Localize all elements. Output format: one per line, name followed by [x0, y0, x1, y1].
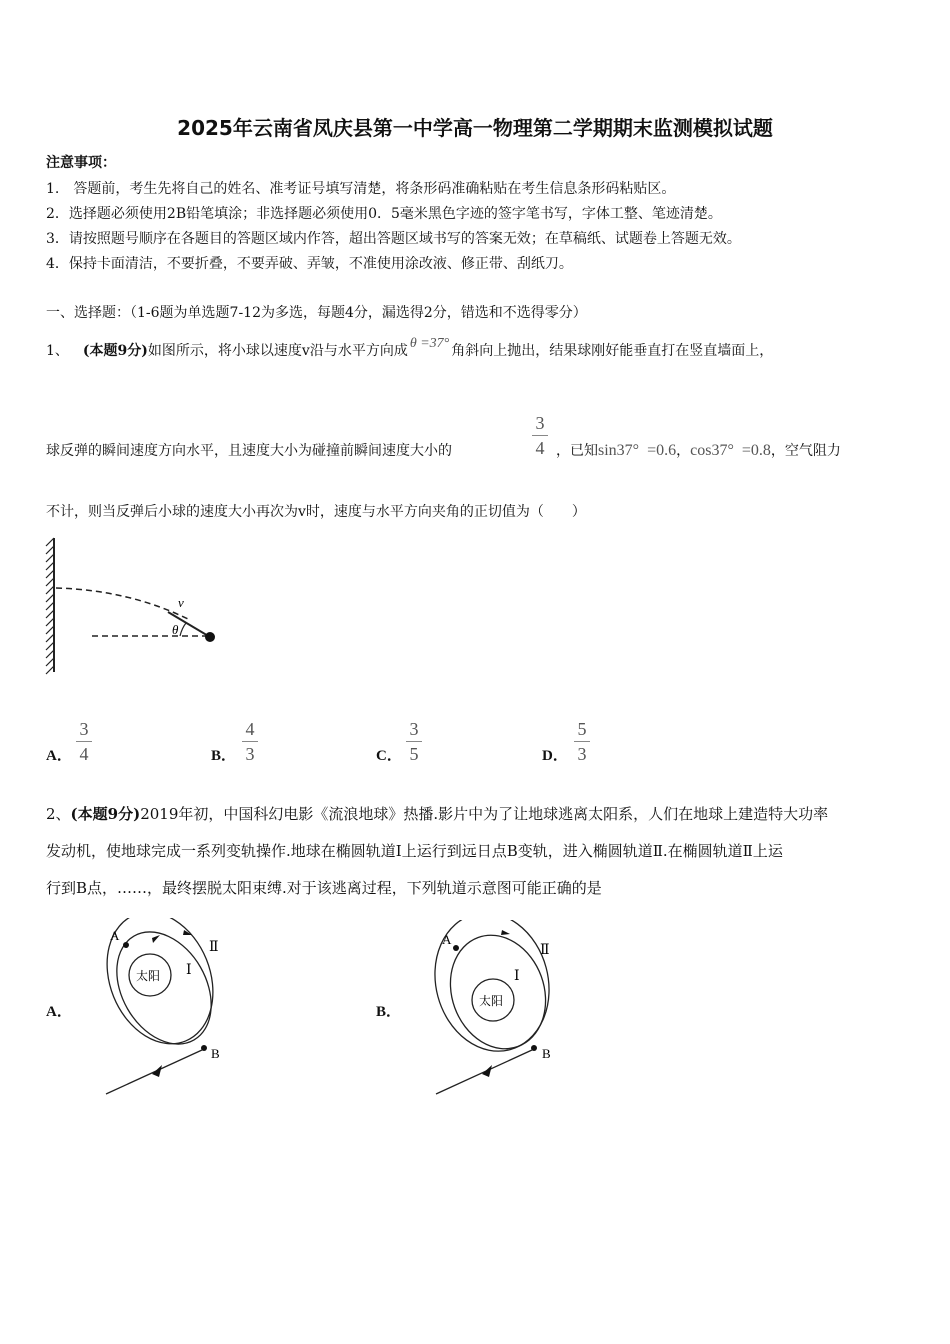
q1-frac-num: 3 [535, 413, 545, 433]
q1-text-1a: 如图所示，将小球以速度v沿与水平方向成 [147, 343, 408, 359]
q2-option-b[interactable]: B． [376, 1004, 402, 1020]
orbit-2-label: Ⅱ [209, 940, 219, 955]
q1-option-c-den: 5 [409, 744, 419, 764]
q1-text-2a: 球反弹的瞬间速度方向水平，且速度大小为碰撞前瞬间速度大小的 [46, 443, 452, 459]
escape-arrow [152, 1065, 162, 1077]
q1-line2 [46, 440, 452, 460]
q1-line1 [46, 336, 774, 360]
orbit-2-label: Ⅱ [540, 943, 550, 958]
q1-option-c-fraction [406, 720, 422, 763]
q2-number: 2、 [46, 805, 71, 823]
q2-line2: 发动机，使地球完成一系列变轨操作.地球在椭圆轨道Ⅰ上运行到远日点B变轨，进入椭圆轨道Ⅱ.在椭圆轨道Ⅱ上运 [46, 842, 783, 860]
sun-label: 太阳 [479, 994, 504, 1008]
q2-option-a[interactable]: A． [46, 1004, 72, 1020]
q1-text-2b: ，已知 [556, 443, 598, 459]
q1-frac-den: 4 [535, 438, 545, 458]
point-b-label: B [211, 1046, 220, 1061]
q1-option-c-num: 3 [409, 719, 419, 739]
q1-points: (本题9分) [82, 343, 148, 359]
q1-cos-value: =0.8 [741, 442, 771, 459]
orbit-arrow-1 [152, 935, 160, 943]
wall [46, 538, 54, 674]
q2-option-a-diagram [94, 918, 244, 1103]
q1-option-d-den: 3 [577, 744, 587, 764]
q1-option-a-fraction [76, 720, 92, 763]
q1-cos: cos37° [690, 442, 734, 459]
escape-path [436, 1050, 532, 1094]
point-a [123, 942, 129, 948]
q1-option-d[interactable]: D． [542, 748, 568, 764]
q1-figure [40, 532, 230, 682]
q1-option-d-fraction [574, 720, 590, 763]
notice-item-1: 1. 答题前，考生先将自己的姓名、准考证号填写清楚，将条形码准确粘贴在考生信息条形码粘贴区。 [46, 181, 676, 197]
sun-label: 太阳 [136, 969, 161, 983]
q1-option-d-num: 5 [577, 719, 587, 739]
q1-option-a-den: 4 [79, 744, 89, 764]
q2-line1 [46, 803, 828, 824]
q1-line2b [556, 440, 841, 460]
q1-theta: θ =37° [409, 336, 450, 351]
q1-option-a[interactable]: A． [46, 748, 72, 764]
angle-arc [180, 623, 186, 636]
page-title: 2025年云南省凤庆县第一中学高一物理第二学期期末监测模拟试题 [177, 116, 773, 140]
point-a [453, 945, 459, 951]
q1-option-b-num: 4 [245, 719, 255, 739]
velocity-label: v [178, 595, 184, 610]
q1-number: 1、 [46, 343, 69, 359]
q1-text-1b: 角斜向上抛出，结果球刚好能垂直打在竖直墙面上， [451, 343, 774, 359]
angle-label: θ [172, 622, 179, 637]
q1-option-b[interactable]: B． [211, 748, 237, 764]
section-heading: 一、选择题：（1-6题为单选题7-12为多选，每题4分，漏选得2分，错选和不选得零分） [46, 305, 587, 321]
orbit-1-label: Ⅰ [186, 963, 192, 978]
point-a-label: A [110, 928, 120, 943]
notice-heading: 注意事项： [46, 155, 116, 171]
escape-path [106, 1050, 202, 1094]
q1-sin: sin37° [598, 442, 640, 459]
point-b-label: B [542, 1046, 551, 1061]
q1-option-b-den: 3 [245, 744, 255, 764]
notice-item-2: 2．选择题必须使用2B铅笔填涂；非选择题必须使用0．5毫米黑色字迹的签字笔书写，字体工整、笔迹清楚。 [46, 206, 722, 222]
q1-option-a-num: 3 [79, 719, 89, 739]
notice-item-4: 4．保持卡面清洁，不要折叠，不要弄破、弄皱，不准使用涂改液、修正带、刮纸刀。 [46, 256, 573, 272]
q1-line3: 不计，则当反弹后小球的速度大小再次为v时，速度与水平方向夹角的正切值为（ ） [46, 504, 586, 520]
q1-option-b-fraction [242, 720, 258, 763]
orbit-arrow-1 [501, 930, 510, 935]
q1-text-2c: ，空气阻力 [770, 443, 841, 459]
q2-text-1: 2019年初，中国科幻电影《流浪地球》热播.影片中为了让地球逃离太阳系，人们在地球上建造特大功率 [140, 805, 829, 823]
q1-fraction [532, 414, 548, 457]
q1-comma: ， [676, 443, 691, 459]
orbit-1-label: Ⅰ [514, 969, 520, 984]
point-a-label: A [442, 932, 452, 947]
q1-sin-value: =0.6 [647, 442, 677, 459]
ball [205, 632, 215, 642]
escape-arrow [482, 1065, 492, 1077]
notice-item-3: 3．请按照题号顺序在各题目的答题区域内作答，超出答题区域书写的答案无效；在草稿纸、试题卷上答题无效。 [46, 231, 741, 247]
q2-option-b-diagram [428, 920, 578, 1100]
q2-points: (本题9分) [70, 805, 141, 823]
q1-option-c[interactable]: C． [376, 748, 402, 764]
trajectory-path [56, 588, 190, 620]
q2-line3: 行到B点，……，最终摆脱太阳束缚.对于该逃离过程，下列轨道示意图可能正确的是 [46, 879, 602, 897]
